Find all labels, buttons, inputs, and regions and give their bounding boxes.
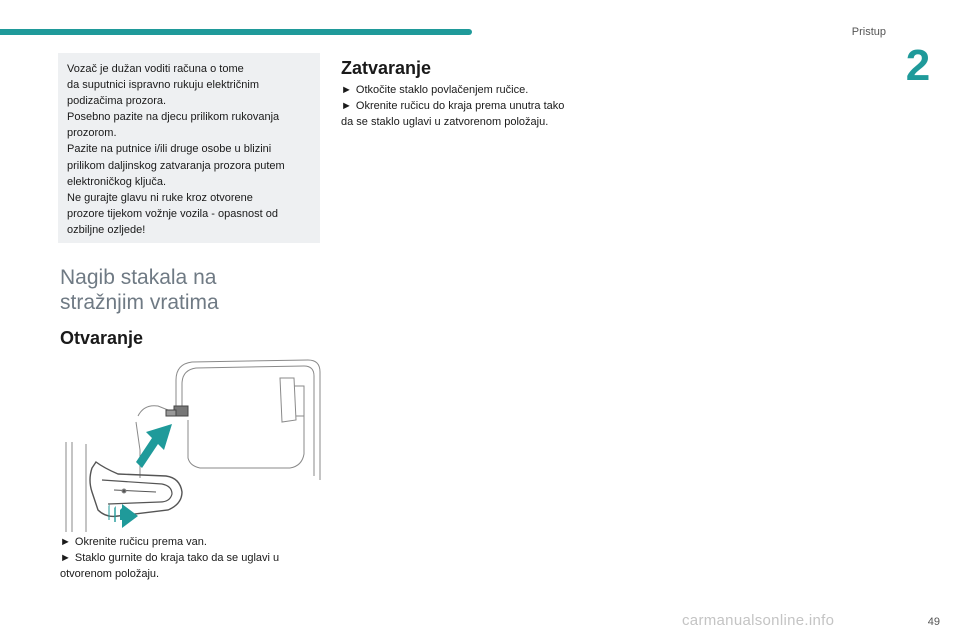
page-number: 49 [927,616,940,628]
bullet-icon: ► [60,552,71,564]
warning-line: prozorom. [67,127,117,140]
section-title-line: stražnjim vratima [60,291,219,314]
warning-line: Pazite na putnice i/ili druge osobe u blizini [67,143,272,156]
warning-line: prilikom daljinskog zatvaranja prozora putem [67,159,285,172]
warning-line: Ne gurajte glavu ni ruke kroz otvorene [67,191,253,204]
step-text: Okrenite ručicu do kraja prema unutra tako [355,100,565,112]
closing-step-2 [341,98,611,130]
bullet-icon: ► [60,536,71,548]
warning-line: Vozač je dužan voditi računa o tome [67,63,244,75]
opening-step-1 [60,534,322,550]
closing-heading: Zatvaranje [341,58,432,78]
step-text: otvorenom položaju. [60,568,160,580]
bullet-icon: ► [341,84,352,96]
warning-line: Posebno pazite na djecu prilikom rukovanja [67,111,280,124]
step-text: Staklo gurnite do kraja tako da se uglavi u [74,552,280,564]
opening-step-2 [60,550,322,582]
warning-line: da suputnici ispravno rukuju električnim [67,79,259,92]
opening-heading: Otvaranje [60,328,144,348]
opening-steps [60,534,322,582]
step-text: Otkočite staklo povlačenjem ručice. [355,84,529,96]
warning-text [67,61,314,238]
section-heading [60,265,320,315]
closing-step-1 [341,82,611,98]
warning-box [58,53,320,243]
chapter-number: 2 [905,41,931,90]
window-latch-illustration [58,350,323,532]
step-text: Okrenite ručicu prema van. [74,536,207,548]
step-text: da se staklo uglavi u zatvorenom položaju. [341,116,549,128]
section-title-line: Nagib stakala na [60,266,217,289]
warning-line: podizačima prozora. [67,95,167,108]
header-accent-bar [0,29,472,35]
bullet-icon: ► [341,100,352,112]
warning-line: elektroničkog ključa. [67,175,167,188]
closing-steps [341,82,611,130]
warning-line: ozbiljne ozljede! [67,223,146,236]
watermark: carmanualsonline.info [682,612,835,629]
warning-line: prozore tijekom vožnje vozila - opasnost od [67,207,278,220]
section-name: Pristup [851,26,886,38]
